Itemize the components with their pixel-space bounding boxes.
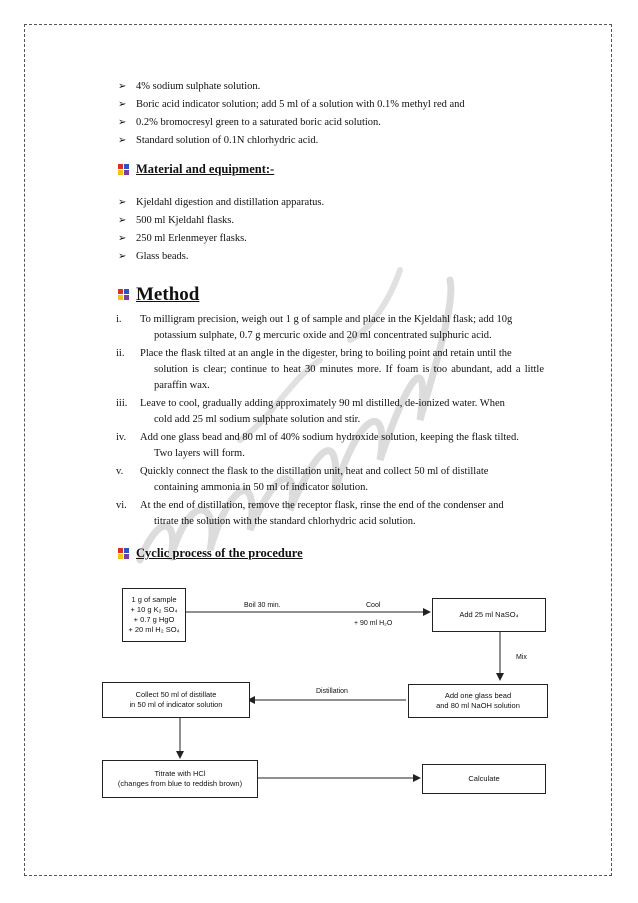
naoh-box: Add one glass bead and 80 ml NaOH solution <box>408 684 548 718</box>
cyclic-heading: Cyclic process of the procedure <box>118 546 303 561</box>
material-heading: Material and equipment:- <box>118 162 274 177</box>
list-item: ➢ 4% sodium sulphate solution. <box>118 78 465 96</box>
sample-box: 1 g of sample + 10 g K₂ SO₄ + 0.7 g HgO + 20 ml H₂ SO₄ <box>122 588 186 642</box>
method-heading: Method <box>118 284 199 306</box>
reagent-list <box>118 78 465 150</box>
arrow-bullet-icon: ➢ <box>118 197 127 208</box>
arrow-bullet-icon: ➢ <box>118 233 127 244</box>
windows-flag-icon <box>118 548 130 560</box>
method-step: ii. Place the flask tilted at an angle in the digester, bring to boiling point and retain until the solution is clear; continue to heat 30 minutes more. If foam is too abundant, add a little paraffin wax. <box>116 348 544 391</box>
materials-list <box>118 194 324 266</box>
mix-label: Mix <box>516 654 527 661</box>
arrow-bullet-icon: ➢ <box>118 81 127 92</box>
list-item: ➢ Standard solution of 0.1N chlorhydric acid. <box>118 132 465 150</box>
windows-flag-icon <box>118 164 130 176</box>
calculate-box: Calculate <box>422 764 546 794</box>
naso4-box: Add 25 ml NaSO₄ <box>432 598 546 632</box>
list-item: ➢ 500 ml Kjeldahl flasks. <box>118 212 324 230</box>
arrow-bullet-icon: ➢ <box>118 135 127 146</box>
list-item: ➢ 250 ml Erlenmeyer flasks. <box>118 230 324 248</box>
boil-label: Boil 30 min. <box>244 602 281 609</box>
arrow-bullet-icon: ➢ <box>118 117 127 128</box>
method-step: vi. At the end of distillation, remove the receptor flask, rinse the end of the condenser and titrate the solution with the standard chlorhydric acid solution. <box>116 500 504 527</box>
water-label: + 90 ml H₂O <box>354 620 393 627</box>
collect-box: Collect 50 ml of distillate in 50 ml of indicator solution <box>102 682 250 718</box>
arrow-bullet-icon: ➢ <box>118 251 127 262</box>
list-item: ➢ Boric acid indicator solution; add 5 ml of a solution with 0.1% methyl red and <box>118 96 465 114</box>
windows-flag-icon <box>118 289 130 301</box>
method-step: i. To milligram precision, weigh out 1 g of sample and place in the Kjeldahl flask; add 10g potassium sulphate, 0.7 g mercuric oxide and 20 ml concentrated sulphuric acid. <box>116 314 513 341</box>
list-item: ➢ Glass beads. <box>118 248 324 266</box>
list-item: ➢ Kjeldahl digestion and distillation apparatus. <box>118 194 324 212</box>
method-steps <box>118 312 544 532</box>
arrow-bullet-icon: ➢ <box>118 99 127 110</box>
process-flowchart <box>98 580 550 808</box>
method-step: iv. Add one glass bead and 80 ml of 40% sodium hydroxide solution, keeping the flask tilted. Two layers will form. <box>116 432 519 459</box>
arrow-bullet-icon: ➢ <box>118 215 127 226</box>
titrate-box: Titrate with HCl (changes from blue to reddish brown) <box>102 760 258 798</box>
list-item: ➢ 0.2% bromocresyl green to a saturated boric acid solution. <box>118 114 465 132</box>
distillation-label: Distillation <box>316 688 348 695</box>
cool-label: Cool <box>366 602 381 609</box>
method-step: iii. Leave to cool, gradually adding approximately 90 ml distilled, de-ionized water. When cold add 25 ml sodium sulphate solution and stir. <box>116 398 505 425</box>
method-step: v. Quickly connect the flask to the distillation unit, heat and collect 50 ml of distillate containing ammonia in 50 ml of indicator solution. <box>116 466 489 493</box>
